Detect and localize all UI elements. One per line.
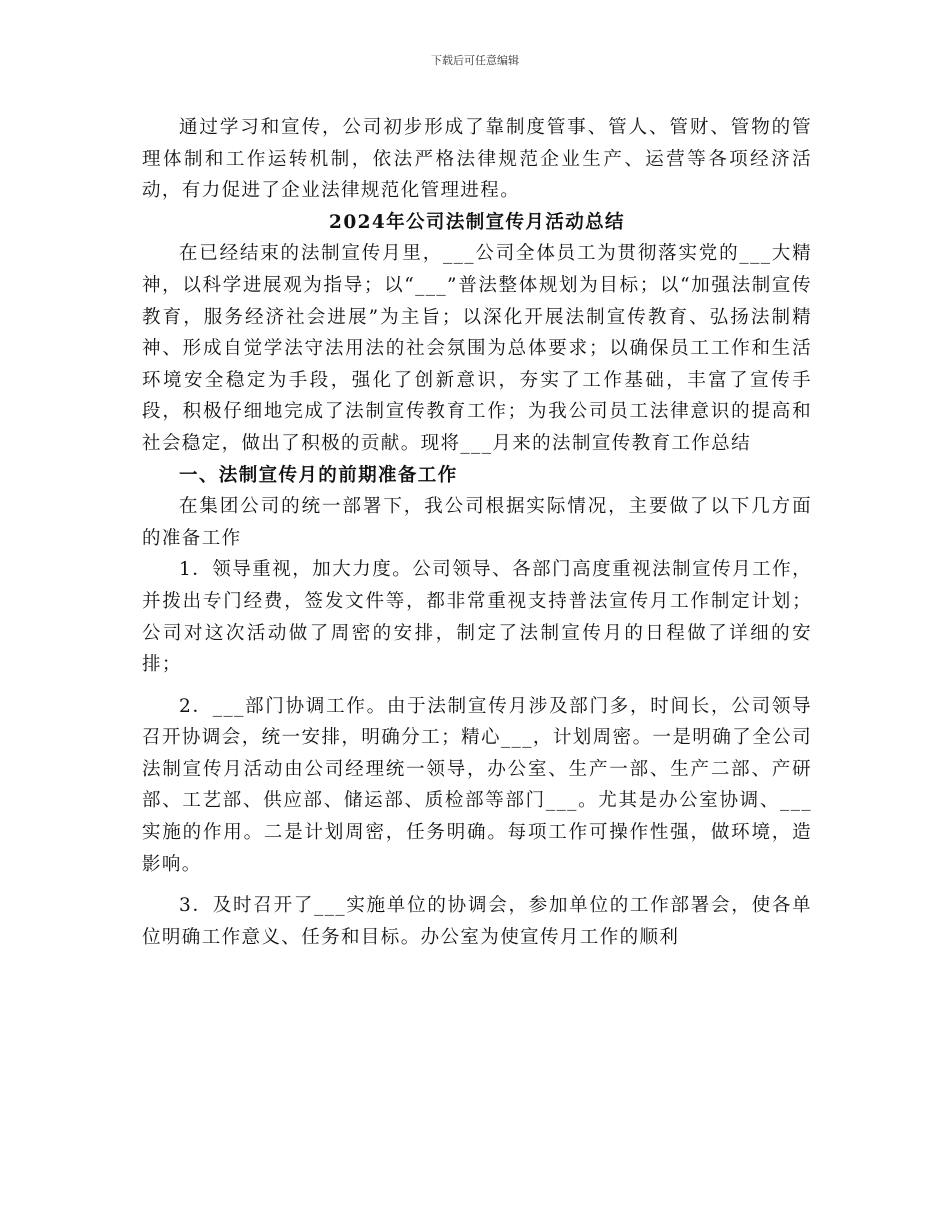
paragraph-1: 在已经结束的法制宣传月里，___公司全体员工为贯彻落实党的___大精神，以科学进展观为指导；以“___”普法整体规划为目标；以“加强法制宣传教育，服务经济社会进展”为主旨；以深化开展法制宣传教育、弘扬法制精神、形成自觉学法守法用法的社会氛围为总体要求；以确保员工工作和生活环境安全稳定为手段，强化了创新意识，夯实了工作基础，丰富了宣传手段，积极仔细地完成了法制宣传教育工作；为我公司员工法律意识的提高和社会稳定，做出了积极的贡献。现将___月来的法制宣传教育工作总结 bbox=[142, 243, 812, 454]
list-item-1: 1．领导重视，加大力度。公司领导、各部门高度重视法制宣传月工作，并拨出专门经费，签发文件等，都非常重视支持普法宣传月工作制定计划；公司对这次活动做了周密的安排，制定了法制宣传月的日程做了详细的安排； bbox=[142, 559, 812, 676]
intro-paragraph: 通过学习和宣传，公司初步形成了靠制度管事、管人、管财、管物的管理体制和工作运转机制，依法严格法律规范企业生产、运营等各项经济活动，有力促进了企业法律规范化管理进程。 bbox=[142, 117, 812, 202]
page-header: 下载后可任意编辑 bbox=[431, 54, 519, 67]
list-item-3: 3．及时召开了___实施单位的协调会，参加单位的工作部署会，使各单位明确工作意义、任务和目标。办公室为使宣传月工作的顺利 bbox=[142, 895, 812, 948]
section-1-intro: 在集团公司的统一部署下，我公司根据实际情况，主要做了以下几方面的准备工作 bbox=[142, 496, 812, 549]
document-title: 2024年公司法制宣传月活动总结 bbox=[329, 211, 625, 233]
list-item-2: 2．___部门协调工作。由于法制宣传月涉及部门多，时间长，公司领导召开协调会，统一安排，明确分工；精心___，计划周密。一是明确了全公司法制宣传月活动由公司经理统一领导，办公室、生产一部、生产二部、产研部、工艺部、供应部、储运部、质检部等部门___。尤其是办公室协调、___实施的作用。二是计划周密，任务明确。每项工作可操作性强，做环境，造影响。 bbox=[142, 695, 812, 875]
document-body bbox=[142, 112, 812, 953]
section-1-heading: 一、法制宣传月的前期准备工作 bbox=[179, 464, 458, 486]
